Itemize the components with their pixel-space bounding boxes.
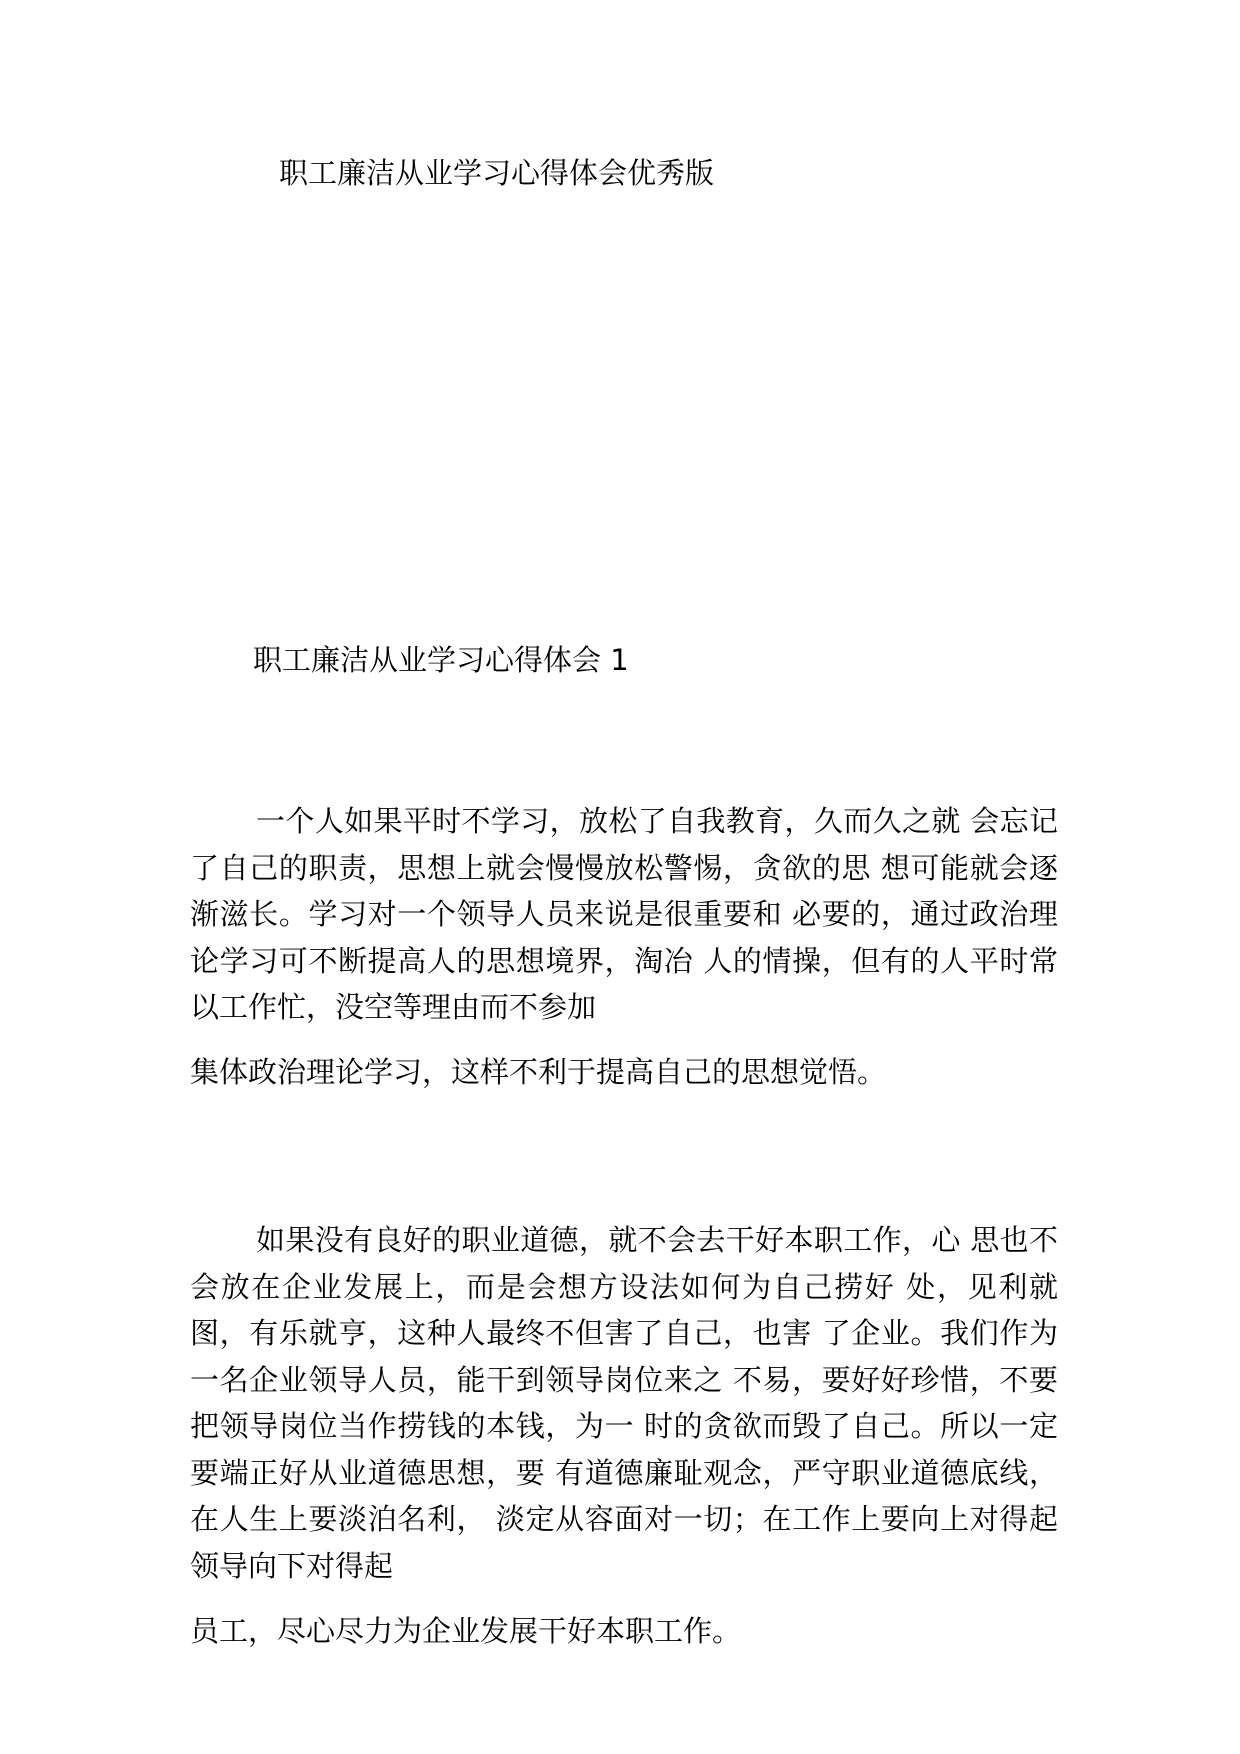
- document-title: 职工廉洁从业学习心得体会优秀版: [279, 156, 715, 190]
- body-paragraph-continuation: 集体政治理论学习，这样不利于提高自己的思想觉悟。: [190, 1055, 887, 1089]
- section-title: 职工廉洁从业学习心得体会 1: [253, 643, 629, 677]
- body-paragraph: 一个人如果平时不学习，放松了自我教育，久而久之就 会忘记了自己的职责，思想上就会慢慢放松警惕，贪欲的思 想可能就会逐渐滋长。学习对一个领导人员来说是很重要和 必要的，通过政治理论学习可不断提高人的思想境界，淘冶 人的情操，但有的人平时常以工作忙，没空等理由而不参加: [190, 804, 1058, 1024]
- body-paragraph: 如果没有良好的职业道德，就不会去干好本职工作，心 思也不会放在企业发展上，而是会想方设法如何为自己捞好 处，见利就图，有乐就亨，这种人最终不但害了自己，也害 了企业。我们作为一名企业领导人员，能干到领导岗位来之 不易，要好好珍惜，不要把领导岗位当作捞钱的本钱，为一 时的贪欲而毁了自己。所以一定要端正好从业道德思想，要 有道德廉耻观念，严守职业道德底线，在人生上要淡泊名利， 淡定从容面对一切；在工作上要向上对得起领导向下对得起: [190, 1223, 1058, 1583]
- body-paragraph-continuation: 员工，尽心尽力为企业发展干好本职工作。: [190, 1614, 742, 1648]
